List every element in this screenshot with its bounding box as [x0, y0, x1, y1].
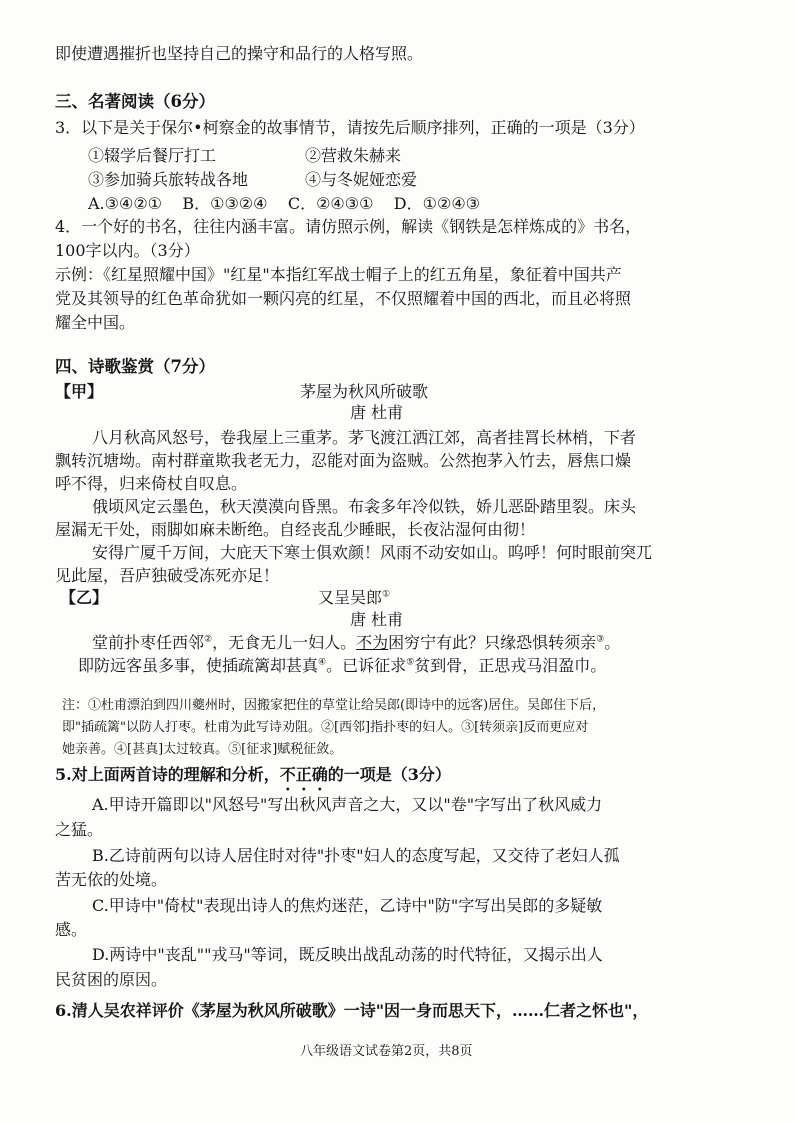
poem1-line6: 安得广厦千万间，大庇天下寒士俱欢颜！风雨不动安如山。呜呼！何时眼前突兀 — [92, 543, 653, 562]
q6-stem: 6.清人吴农祥评价《茅屋为秋风所破歌》一诗"因一身而思天下，……仁者之怀也"， — [55, 1001, 649, 1020]
q5-option-d-line1: D.两诗中"丧乱""戎马"等词，既反映出战乱动荡的时代特征，又揭示出人 — [92, 945, 603, 964]
q4-example-line3: 耀全中国。 — [55, 313, 136, 332]
note-line2: 即"插疏篱"以防人打枣。杜甫为此写诗劝阻。②[西邻]指扑枣的妇人。③[转须亲]反而更应对 — [62, 720, 589, 735]
poem1-author: 唐 杜甫 — [350, 403, 404, 422]
poem1-line5: 屋漏无干处，雨脚如麻未断绝。自经丧乱少睡眠，长夜沾湿何由彻！ — [55, 520, 536, 539]
q4-stem-line1: 4．一个好的书名，往往内涵丰富。请仿照示例，解读《钢铁是怎样炼成的》书名， — [55, 217, 642, 236]
q3-stem: 3．以下是关于保尔•柯察金的故事情节，请按先后顺序排列，正确的一项是（3分） — [55, 118, 645, 137]
q5-option-b-line2: 苦无依的处境。 — [55, 870, 168, 889]
poem1-line2: 飘转沉塘坳。南村群童欺我老无力，忍能对面为盗贼。公然抱茅入竹去，唇焦口燥 — [55, 451, 632, 470]
q5-option-a-line1: A.甲诗开篇即以"风怒号"写出秋风声音之大，又以"卷"字写出了秋风威力 — [92, 795, 603, 814]
q4-stem-line2: 100字以内。（3分） — [55, 241, 200, 260]
section3-heading: 三、名著阅读（6分） — [55, 92, 215, 111]
q3-choices: A.③④②① B．①③②④ C．②④③① D．①②④③ — [88, 194, 481, 213]
poem1-tag: 【甲】 — [55, 382, 104, 401]
poem2-author: 唐 杜甫 — [350, 610, 404, 629]
poem1-line3: 呼不得，归来倚杖自叹息。 — [55, 474, 248, 493]
page-footer: 八年级语文试卷第2页，共8页 — [300, 1044, 473, 1059]
poem1-title: 茅屋为秋风所破歌 — [300, 382, 429, 401]
q5-option-c-line1: C.甲诗中"倚杖"表现出诗人的焦灼迷茫，乙诗中"防"字写出吴郎的多疑敏 — [92, 896, 603, 915]
poem2-title-footnote: ① — [382, 589, 391, 600]
q5-stem: 5.对上面两首诗的理解和分析，不正确的一项是（3分） — [55, 765, 451, 784]
q4-example-line1: 示例：《红星照耀中国》"红星"本指红军战士帽子上的红五角星，象征着中国共产 — [55, 265, 622, 284]
q5-option-d-line2: 民贫困的原因。 — [55, 970, 168, 989]
q4-example-line2: 党及其领导的红色革命犹如一颗闪亮的红星，不仅照耀着中国的西北，而且必将照 — [55, 289, 632, 308]
poem1-line7: 见此屋，吾庐独破受冻死亦足！ — [55, 566, 280, 585]
q3-item4: ④与冬妮娅恋爱 — [305, 170, 418, 189]
poem2-tag: 【乙】 — [60, 588, 109, 607]
poem2-line2: 即防远客虽多事，使插疏篱却甚真④。已诉征求⑤贫到骨，正思戎马泪盈巾。 — [78, 656, 607, 675]
poem1-line4: 俄顷风定云墨色，秋天漠漠向昏黑。布衾多年冷似铁，娇儿恶卧踏里裂。床头 — [92, 497, 637, 516]
q5-option-c-line2: 感。 — [55, 920, 88, 939]
q3-item3: ③参加骑兵旅转战各地 — [88, 170, 249, 189]
note-line3: 她亲善。④[甚真]太过较真。⑤[征求]赋税征敛。 — [62, 742, 343, 757]
top-line: 即使遭遇摧折也坚持自己的操守和品行的人格写照。 — [55, 44, 424, 63]
note-line1: 注：①杜甫漂泊到四川夔州时，因搬家把住的草堂让给吴郎(即诗中的远客)居住。吴郎住下后， — [62, 698, 606, 713]
q5-option-a-line2: 之猛。 — [55, 820, 104, 839]
q5-option-b-line1: B.乙诗前两句以诗人居住时对待"扑枣"妇人的态度写起，又交待了老妇人孤 — [92, 846, 620, 865]
poem1-line1: 八月秋高风怒号，卷我屋上三重茅。茅飞渡江洒江郊，高者挂罥长林梢，下者 — [92, 428, 637, 447]
poem2-underlined-words: 不为 — [356, 633, 389, 652]
q5-emphasis: 不正确 — [279, 765, 328, 784]
q3-item2: ②营救朱赫来 — [305, 146, 402, 165]
section4-heading: 四、诗歌鉴赏（7分） — [55, 357, 215, 376]
poem2-line1: 堂前扑枣任西邻②，无食无儿一妇人。不为困穷宁有此？只缘恐惧转须亲③。 — [92, 633, 621, 652]
q3-item1: ①辍学后餐厅打工 — [88, 146, 217, 165]
poem2-title: 又呈吴郎① — [318, 588, 391, 607]
